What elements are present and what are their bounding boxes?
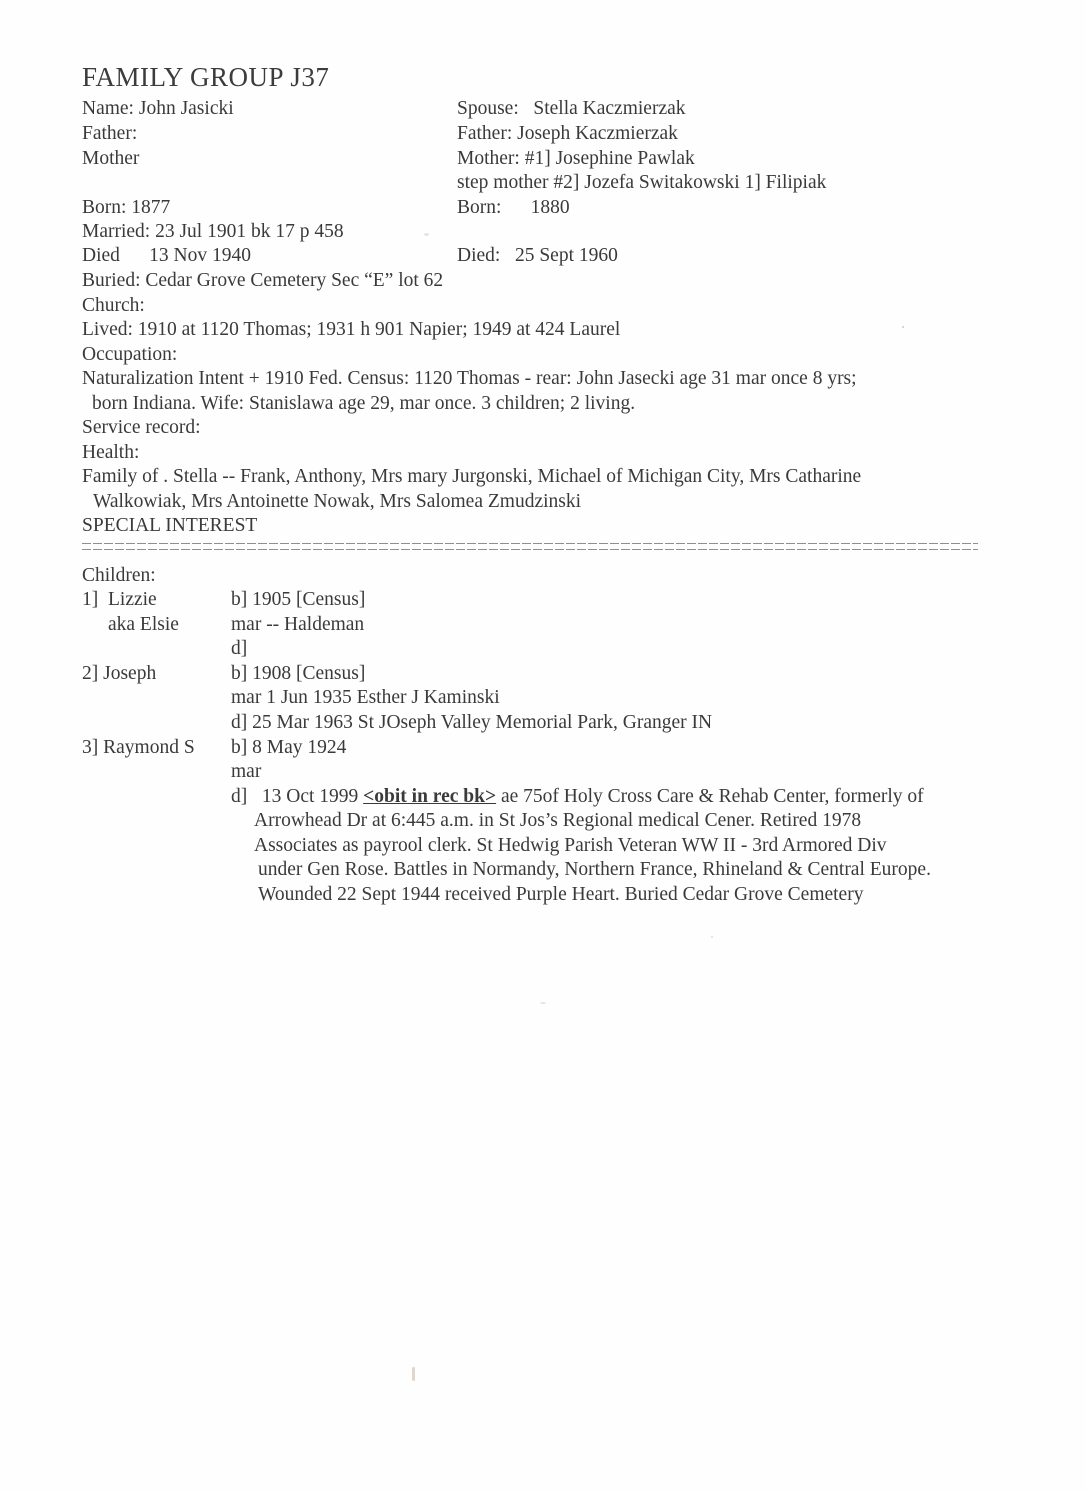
husband-buried: Buried: Cedar Grove Cemetery Sec “E” lot 62 [82, 270, 444, 291]
child-1-born: b] 1905 [Census] [231, 589, 366, 610]
child-3-died-line-5: Wounded 22 Sept 1944 received Purple Heart. Buried Cedar Grove Cemetery [258, 884, 864, 905]
child-3-born: b] 8 May 1924 [231, 737, 347, 758]
naturalization-line-2: born Indiana. Wife: Stanislawa age 29, mar once. 3 children; 2 living. [92, 393, 636, 414]
husband-died: Died 13 Nov 1940 [82, 245, 251, 266]
husband-lived: Lived: 1910 at 1120 Thomas; 1931 h 901 Napier; 1949 at 424 Laurel [82, 319, 621, 340]
spouse-mother: Mother: #1] Josephine Pawlak [457, 148, 695, 169]
spouse-died: Died: 25 Sept 1960 [457, 245, 618, 266]
husband-born: Born: 1877 [82, 197, 171, 218]
scan-speck [424, 233, 429, 236]
husband-mother: Mother [82, 148, 140, 169]
child-1-married: mar -- Haldeman [231, 614, 365, 635]
page-title: FAMILY GROUP J37 [82, 62, 330, 92]
child-2-married: mar 1 Jun 1935 Esther J Kaminski [231, 687, 500, 708]
husband-church: Church: [82, 295, 145, 316]
scan-speck [711, 936, 713, 938]
child-3-died-line-2: Arrowhead Dr at 6:445 a.m. in St Jos’s Regional medical Cener. Retired 1978 [254, 810, 862, 831]
husband-father: Father: [82, 123, 138, 144]
child-3-died-prefix: d] 13 Oct 1999 [231, 786, 364, 807]
naturalization-line-1: Naturalization Intent + 1910 Fed. Census: 1120 Thomas - rear: John Jasecki age 31 mar once 8 yrs; [82, 368, 857, 389]
husband-occupation: Occupation: [82, 344, 178, 365]
husband-name: Name: John Jasicki [82, 98, 234, 119]
spouse-name: Spouse: Stella Kaczmierzak [457, 98, 686, 119]
child-1-name: 1] Lizzie [82, 589, 157, 610]
married-date: Married: 23 Jul 1901 bk 17 p 458 [82, 221, 344, 242]
children-label: Children: [82, 565, 156, 586]
child-2-died: d] 25 Mar 1963 St JOseph Valley Memorial Park, Granger IN [231, 712, 713, 733]
child-3-died-line-4: under Gen Rose. Battles in Normandy, Northern France, Rhineland & Central Europe. [258, 859, 931, 880]
child-3-died-line-3: Associates as payrool clerk. St Hedwig Parish Veteran WW II - 3rd Armored Div [254, 835, 887, 856]
obit-link[interactable]: <obit in rec bk> [363, 786, 497, 807]
child-2-born: b] 1908 [Census] [231, 663, 366, 684]
spouse-born: Born: 1880 [457, 197, 570, 218]
spouse-stepmother: step mother #2] Jozefa Switakowski 1] Filipiak [457, 172, 827, 193]
section-divider-dashes [82, 543, 978, 552]
child-2-name: 2] Joseph [82, 663, 157, 684]
service-record: Service record: [82, 417, 201, 438]
child-3-married: mar [231, 761, 262, 782]
special-interest: SPECIAL INTEREST [82, 515, 258, 536]
scan-speck [412, 1367, 415, 1381]
child-1-alias: aka Elsie [108, 614, 179, 635]
child-1-died: d] [231, 638, 248, 659]
scan-speck [902, 326, 904, 328]
health: Health: [82, 442, 140, 463]
family-of-line-1: Family of . Stella -- Frank, Anthony, Mrs mary Jurgonski, Michael of Michigan City, Mrs Catharine [82, 466, 862, 487]
family-of-line-2: Walkowiak, Mrs Antoinette Nowak, Mrs Salomea Zmudzinski [93, 491, 582, 512]
child-3-name: 3] Raymond S [82, 737, 195, 758]
spouse-father: Father: Joseph Kaczmierzak [457, 123, 678, 144]
scan-speck [540, 1002, 546, 1004]
child-3-died-suffix: ae 75of Holy Cross Care & Rehab Center, formerly of [496, 786, 924, 807]
child-3-died-line-1 [231, 785, 924, 809]
